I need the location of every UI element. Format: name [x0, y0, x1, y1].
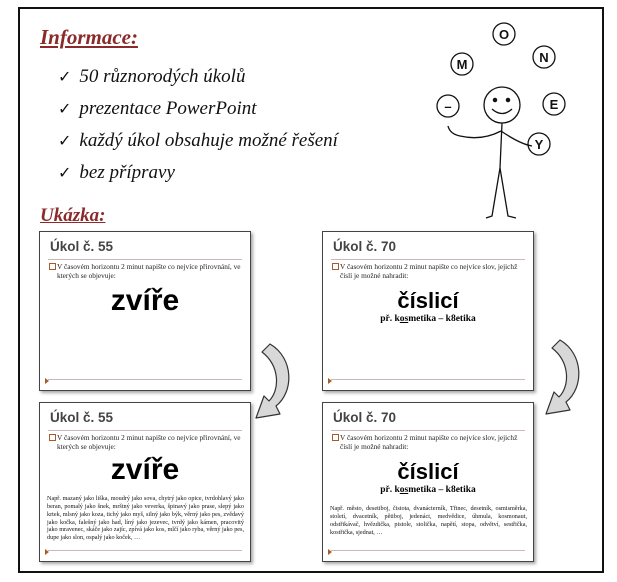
- bullet-item: [58, 162, 175, 184]
- slide-keyword: zvíře: [110, 453, 180, 486]
- slide-divider: [48, 259, 242, 260]
- check-icon: ✓: [58, 133, 72, 150]
- curved-arrow-icon: [540, 336, 586, 436]
- bullet-item: [58, 66, 245, 88]
- slide-instruction: V časovém horizontu 2 minut napište co nejvíce slov, jejichž číslí je možné nahradit:: [340, 433, 518, 452]
- slide-title: Úkol č. 55: [50, 239, 114, 254]
- slide-footer-line: [331, 550, 525, 551]
- bullet-text: prezentace PowerPoint: [79, 98, 257, 119]
- ball-letter: Y: [534, 137, 544, 152]
- bullet-square-icon: [332, 434, 339, 441]
- slide-example: př. kosmetika – k8etika: [380, 314, 476, 324]
- slide-title: Úkol č. 55: [50, 410, 114, 425]
- slide-instruction: V časovém horizontu 2 minut napište co nejvíce přirovnání, ve kterých se objevuje:: [57, 262, 241, 281]
- arrow-marker-icon: [328, 549, 332, 555]
- bullet-square-icon: [49, 434, 56, 441]
- arrow-marker-icon: [45, 549, 49, 555]
- ball-letter: E: [549, 97, 559, 112]
- slide-instruction: V časovém horizontu 2 minut napište co nejvíce přirovnání, ve kterých se objevuje:: [57, 433, 241, 452]
- slide-solution-text: Např. mazaný jako liška, moudrý jako sova, chytrý jako opice, tvrdohlavý jako beran, pomalý jako šnek, mrštný jako veverka, špinavý jako prase, slepý jako krtek, mlsný jako koza, tichý jako myš, silný jako býk, věrný jako pes, zvědavý jako kočka, falešný jako had, líný jako jezevec, tvrdý jako kámen, pracovitý jako mravenec, skáče jako zajíc, zpívá jako kos, mlčí jako ryba, věrný jako pes, dupe jako slon, ospalý jako koček, …: [47, 495, 244, 542]
- bullet-square-icon: [49, 263, 56, 270]
- slide-keyword: číslicí: [397, 288, 459, 313]
- bullet-text: 50 různorodých úkolů: [79, 66, 246, 87]
- info-heading: Informace:: [40, 25, 138, 49]
- bullet-text: bez přípravy: [79, 162, 175, 183]
- slide-title: Úkol č. 70: [333, 239, 397, 254]
- slide-keyword: zvíře: [110, 284, 180, 317]
- ball-letter: O: [498, 27, 510, 42]
- slide-divider: [331, 259, 525, 260]
- check-icon: ✓: [58, 101, 72, 118]
- ball-letter: N: [539, 50, 549, 65]
- check-icon: ✓: [58, 69, 72, 86]
- arrow-marker-icon: [328, 378, 332, 384]
- slide-divider: [331, 430, 525, 431]
- arrow-marker-icon: [45, 378, 49, 384]
- juggler-illustration: [432, 16, 582, 226]
- slide-solution-task-70: [322, 402, 534, 562]
- slide-footer-line: [331, 379, 525, 380]
- slide-footer-line: [48, 550, 242, 551]
- ball-letter: –: [444, 99, 452, 114]
- bullet-item: [58, 130, 338, 152]
- slide-instruction: V časovém horizontu 2 minut napište co nejvíce slov, jejichž číslí je možné nahradit:: [340, 262, 518, 281]
- slide-preview-task-70: [322, 231, 534, 391]
- slide-keyword: číslicí: [397, 459, 459, 484]
- ball-letter: M: [456, 57, 468, 72]
- slide-example: př. kosmetika – k8etika: [380, 485, 476, 495]
- slide-footer-line: [48, 379, 242, 380]
- slide-solution-task-55: [39, 402, 251, 562]
- bullet-text: každý úkol obsahuje možné řešení: [79, 130, 338, 151]
- bullet-square-icon: [332, 263, 339, 270]
- slide-preview-task-55: [39, 231, 251, 391]
- bullet-item: [58, 98, 257, 120]
- check-icon: ✓: [58, 165, 72, 182]
- slide-solution-text: Např. město, desetiboj, čistota, dvanácterník, Třinec, desetník, osmisměrka, století, dvacetník, pětiboj, jedenáct, medvědice, úhmula, kosmonaut, odstřikávač, hvězdička, pistole, stolička, napětí, stopa, odvětví, sestřička, kostřička, sjednat, …: [330, 505, 527, 536]
- slide-title: Úkol č. 70: [333, 410, 397, 425]
- head: [484, 87, 520, 123]
- slide-divider: [48, 430, 242, 431]
- curved-arrow-icon: [250, 340, 296, 440]
- sample-heading: Ukázka:: [40, 205, 106, 226]
